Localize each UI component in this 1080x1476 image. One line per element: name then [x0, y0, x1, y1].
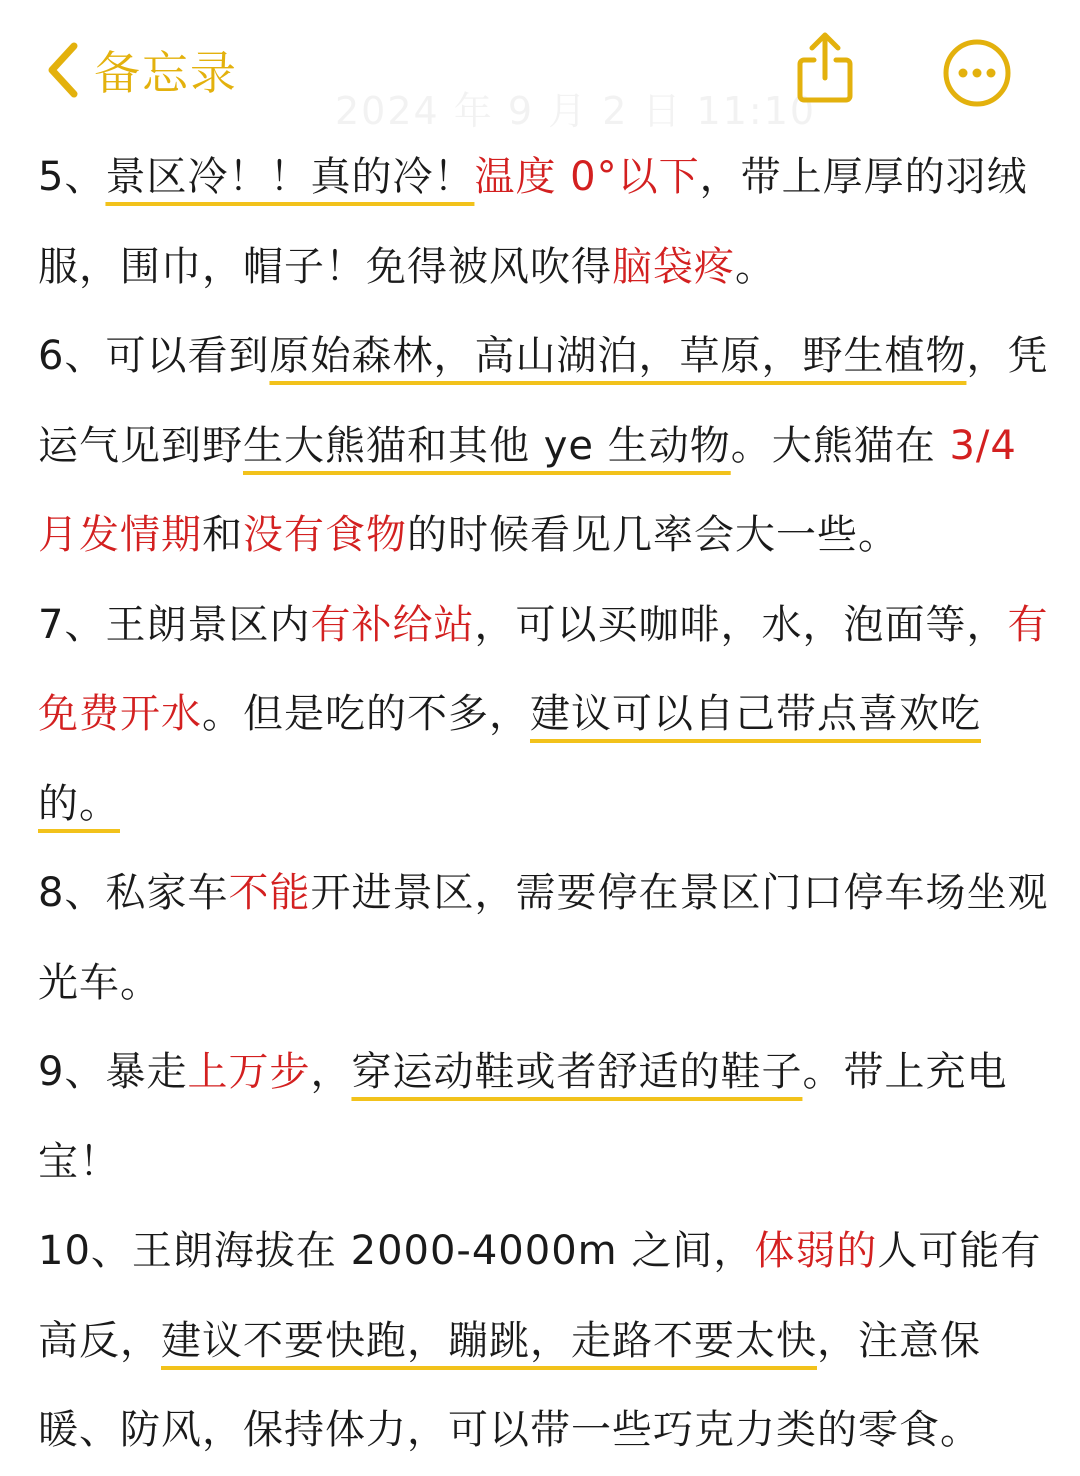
- highlighted-text: 温度 0°以下: [474, 154, 700, 200]
- chevron-left-icon: [44, 40, 80, 100]
- note-date: 2024 年 9 月 2 日 11:10: [335, 89, 817, 133]
- item-number: 6、: [38, 333, 106, 379]
- underlined-text: 生大熊猫和其他 ye 生动物: [243, 422, 731, 469]
- navigation-bar: [0, 0, 1080, 140]
- body-text: 人可能有高反，: [38, 1228, 1042, 1364]
- body-text: 。带上充电宝！: [38, 1049, 1008, 1185]
- body-text: 。大熊猫在: [730, 422, 950, 469]
- underlined-text: 景区冷！！真的冷！: [105, 154, 475, 200]
- highlighted-text: 有补给站: [310, 601, 475, 648]
- share-button[interactable]: [790, 30, 860, 106]
- body-text: ，可以买咖啡，水，泡面等，: [474, 601, 1008, 648]
- note-item-6: [38, 312, 1058, 581]
- body-text: 和: [202, 512, 243, 558]
- highlighted-text: 3/4 月发情期: [38, 422, 1017, 558]
- body-text: ，带上厚厚的羽绒服，围巾，帽子！免得被风吹得: [38, 154, 1028, 290]
- highlighted-text: 上万步: [187, 1049, 311, 1095]
- body-text: 的时候看见几率会大一些。: [407, 512, 899, 558]
- underlined-text: 建议可以自己带点喜欢吃的。: [38, 691, 981, 827]
- body-text: 王朗海拔在 2000-4000m 之间，: [131, 1228, 755, 1274]
- body-text: 开进景区，需要停在景区门口停车场坐观光车。: [38, 870, 1049, 1006]
- note-item-7: [38, 581, 1058, 850]
- body-text: 。但是吃的不多，: [202, 691, 530, 737]
- back-button[interactable]: [44, 38, 238, 102]
- note-item-10: [38, 1207, 1058, 1476]
- item-number: 7、: [38, 601, 106, 648]
- underlined-text: 穿运动鞋或者舒适的鞋子: [351, 1049, 803, 1095]
- body-text: 。: [735, 243, 776, 290]
- note-item-8: [38, 849, 1058, 1028]
- item-number: 5、: [38, 154, 106, 200]
- body-text: ，注意保暖、防风，保持体力，可以带一些巧克力类的零食。: [38, 1317, 981, 1453]
- more-icon: [940, 36, 1014, 110]
- highlighted-text: 有免费开水: [38, 601, 1049, 737]
- more-options-button[interactable]: [940, 36, 1014, 110]
- highlighted-text: 体弱的: [754, 1228, 878, 1274]
- body-text: 可以看到: [105, 333, 270, 379]
- underlined-text: 建议不要快跑，蹦跳，走路不要太快: [161, 1317, 817, 1364]
- item-number: 10、: [38, 1228, 132, 1274]
- back-label: 备忘录: [94, 46, 238, 100]
- body-text: ，凭运气见到野: [38, 333, 1049, 469]
- note-item-5: [38, 133, 1058, 312]
- body-text: 私家车: [105, 870, 229, 916]
- note-item-9: [38, 1028, 1058, 1207]
- highlighted-text: 没有食物: [243, 512, 407, 558]
- underlined-text: 原始森林，高山湖泊，草原，野生植物: [269, 333, 967, 379]
- body-text: ，: [310, 1049, 352, 1095]
- body-text: 暴走: [105, 1049, 188, 1095]
- highlighted-text: 不能: [228, 870, 311, 916]
- note-body[interactable]: [38, 133, 1058, 1476]
- highlighted-text: 脑袋疼: [612, 243, 735, 290]
- share-icon: [790, 30, 860, 106]
- item-number: 8、: [38, 870, 106, 916]
- body-text: 王朗景区内: [105, 601, 311, 648]
- item-number: 9、: [38, 1049, 106, 1095]
